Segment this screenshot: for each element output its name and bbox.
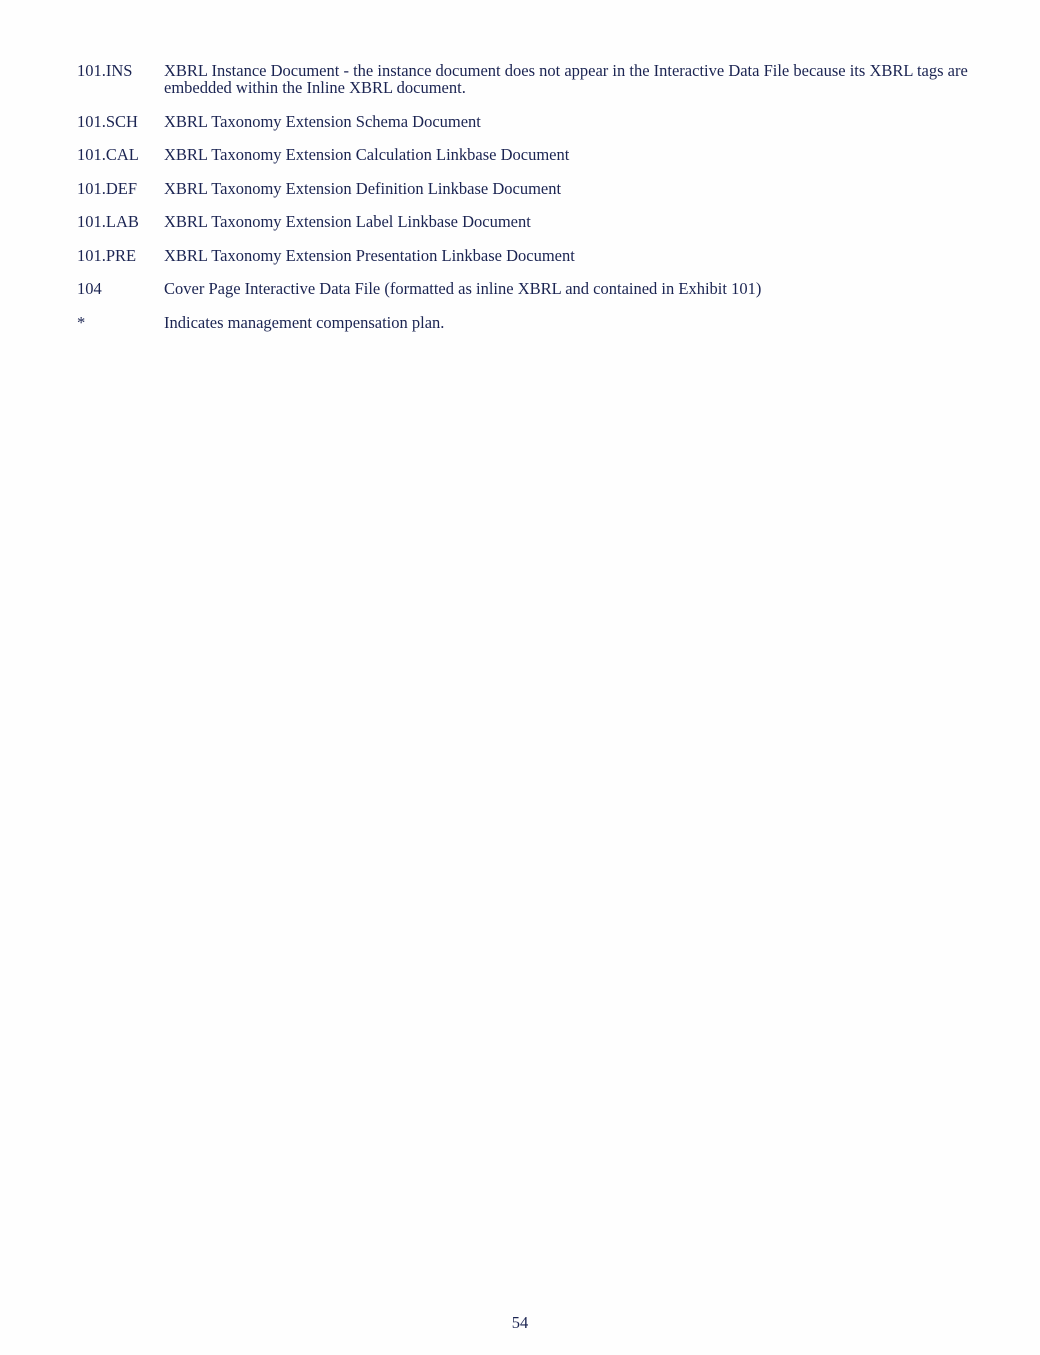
exhibit-number: 101.CAL: [77, 145, 139, 164]
exhibit-row: [77, 247, 977, 264]
exhibit-description: XBRL Instance Document - the instance document does not appear in the Interactive Data File because its XBRL tags are embedded within the Inline XBRL document.: [164, 61, 968, 97]
exhibit-description: XBRL Taxonomy Extension Definition Linkbase Document: [164, 178, 562, 198]
exhibit-number: 101.SCH: [77, 111, 138, 131]
exhibit-number: *: [77, 312, 86, 332]
exhibit-row: [77, 213, 977, 230]
exhibit-list: [77, 62, 977, 347]
exhibit-row: [77, 146, 977, 163]
exhibit-row: [77, 314, 977, 331]
exhibit-row: [77, 113, 977, 130]
exhibit-number: 101.LAB: [77, 212, 139, 231]
exhibit-description: XBRL Taxonomy Extension Presentation Linkbase Document: [164, 245, 575, 265]
exhibit-number: 104: [77, 279, 102, 298]
exhibit-description: XBRL Taxonomy Extension Calculation Linkbase Document: [164, 145, 570, 164]
exhibit-description: XBRL Taxonomy Extension Label Linkbase Document: [164, 212, 531, 231]
exhibit-description: XBRL Taxonomy Extension Schema Document: [164, 111, 481, 131]
exhibit-row: [77, 180, 977, 197]
page-number: 54: [511, 1313, 529, 1332]
exhibit-number: 101.DEF: [77, 178, 138, 198]
exhibit-description: Cover Page Interactive Data File (formatted as inline XBRL and contained in Exhibit 101): [164, 279, 762, 298]
exhibit-row: [77, 280, 977, 297]
exhibit-number: 101.PRE: [77, 245, 137, 265]
exhibit-number: 101.INS: [77, 61, 133, 80]
exhibit-description: Indicates management compensation plan.: [164, 312, 445, 332]
exhibit-row: [77, 62, 977, 96]
